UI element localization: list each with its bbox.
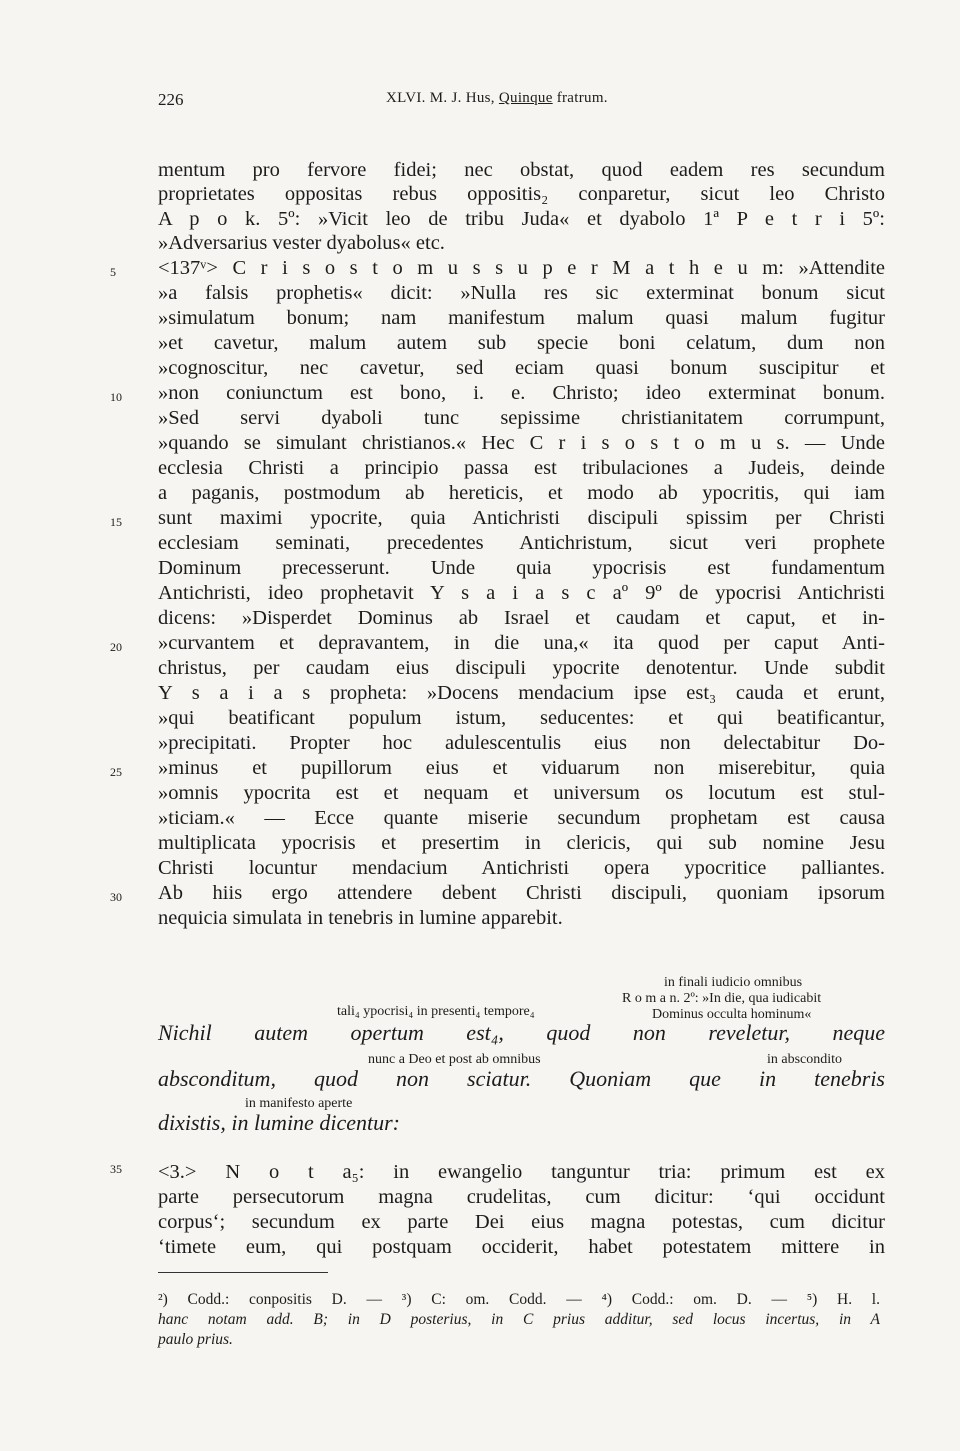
commentary-line: parte persecutorum magna crudelitas, cum dicitur: ‘qui occidunt <box>158 1186 885 1208</box>
line-number: 5 <box>110 265 116 279</box>
body-line: dicens: »Disperdet Dominus ab Israel et caudam et caput, et in- <box>158 607 885 629</box>
body-line: Christi locuntur mendacium Antichristi opera ypocritice palliantes. <box>158 857 885 879</box>
lemma-line: absconditum, quod non sciatur. Quoniam que in tenebris <box>158 1066 885 1091</box>
body-line: A p o k. 5º: »Vicit leo de tribu Juda« et dyabolo 1ª P e t r i 5º: <box>158 208 885 230</box>
body-line: »et cavetur, malum autem sub specie boni celatum, dum non <box>158 332 885 354</box>
body-line: »cognoscitur, nec cavetur, sed eciam quasi bonum suscipitur et <box>158 357 885 379</box>
gloss: tali₄ ypocrisi₄ in presenti₄ tempore₄ <box>337 1004 535 1019</box>
gloss: nunc a Deo et post ab omnibus <box>368 1052 541 1067</box>
footnote-line: paulo prius. <box>158 1331 233 1348</box>
running-title <box>386 90 608 107</box>
body-line: »quando se simulant christianos.« Hec C r i s o s t o m u s. — Unde <box>158 432 885 454</box>
running-title-prefix: XLVI. M. J. Hus, <box>386 90 499 106</box>
footnote-line: ²) Codd.: conpositis D. — ³) C: om. Codd. — ⁴) Codd.: om. D. — ⁵) H. l. <box>158 1291 880 1308</box>
body-line: christus, per caudam eius discipuli ypocrite denotentur. Unde subdit <box>158 657 885 679</box>
body-line: Dominum precesserunt. Unde quia ypocrisis est fundamentum <box>158 557 885 579</box>
line-number: 35 <box>110 1162 122 1176</box>
body-line: »Adversarius vester dyabolus« etc. <box>158 232 445 254</box>
body-line: Y s a i a s propheta: »Docens mendacium ipse est₃ cauda et erunt, <box>158 682 885 704</box>
gloss: R o m a n. 2º: »In die, qua iudicabit <box>622 991 822 1006</box>
line-number: 20 <box>110 640 122 654</box>
gloss: in finali iudicio omnibus <box>664 975 803 990</box>
body-line: »ticiam.« — Ecce quante miserie secundum prophetam est causa <box>158 807 885 829</box>
running-header <box>158 90 882 114</box>
footnote-line: hanc notam add. B; in D posterius, in C prius additur, sed locus incertus, in A <box>158 1311 880 1328</box>
body-line: »precipitati. Propter hoc adulescentulis eius non delectabitur Do- <box>158 732 885 754</box>
body-line: sunt maximi ypocrite, quia Antichristi discipuli spissim per Christi <box>158 507 885 529</box>
commentary-line: ‘timete eum, qui postquam occiderit, habet potestatem mittere in <box>158 1236 885 1258</box>
body-line: »curvantem et depravantem, in die una,« ita quod per caput Anti- <box>158 632 885 654</box>
line-number: 10 <box>110 390 122 404</box>
body-line: »simulatum bonum; nam manifestum malum quasi malum fugitur <box>158 307 885 329</box>
body-line: a paganis, postmodum ab hereticis, et modo ab ypocritis, qui iam <box>158 482 885 504</box>
line-number: 15 <box>110 515 122 529</box>
body-line: »qui beatificant populum istum, seducentes: et qui beatificantur, <box>158 707 885 729</box>
lemma-line: Nichil autem opertum est₄, quod non reveletur, neque <box>158 1020 885 1045</box>
body-line: multiplicata ypocrisis et presertim in clericis, qui sub nomine Jesu <box>158 832 885 854</box>
body-line: Antichristi, ideo prophetavit Y s a i a s c aº 9º de ypocrisi Antichristi <box>158 582 885 604</box>
lemma-line: dixistis, in lumine dicentur: <box>158 1110 400 1135</box>
footnote-rule <box>158 1272 328 1273</box>
body-line: nequicia simulata in tenebris in lumine apparebit. <box>158 907 563 929</box>
body-line: Ab hiis ergo attendere debent Christi discipuli, quoniam ipsorum <box>158 882 885 904</box>
line-number: 25 <box>110 765 122 779</box>
running-title-underlined: Quinque <box>498 90 553 106</box>
body-line: »Sed servi dyaboli tunc sepissime christianitatem corrumpunt, <box>158 407 885 429</box>
gloss: in manifesto aperte <box>245 1096 353 1111</box>
body-line: »minus et pupillorum eius et viduarum non miserebitur, quia <box>158 757 885 779</box>
body-line: »omnis ypocrita est et nequam et universum os locutum est stul- <box>158 782 885 804</box>
body-line: proprietates oppositas rebus oppositis₂ conparetur, sicut leo Christo <box>158 183 885 205</box>
body-line: <137ᵛ> C r i s o s t o m u s s u p e r M a t h e u m: »Attendite <box>158 257 885 279</box>
running-title-suffix: fratrum. <box>552 90 608 106</box>
line-number: 30 <box>110 890 122 904</box>
gloss: in abscondito <box>767 1052 843 1067</box>
commentary-line: corpus‘; secundum ex parte Dei eius magna potestas, cum dicitur <box>158 1211 885 1233</box>
commentary-line: <3.> N o t a₅: in ewangelio tanguntur tria: primum est ex <box>158 1161 885 1183</box>
body-line: mentum pro fervore fidei; nec obstat, quod eadem res secundum <box>158 159 885 181</box>
page-number: 226 <box>158 90 184 109</box>
gloss: Dominus occulta hominum« <box>652 1007 812 1022</box>
body-line: ecclesia Christi a principio passa est tribulaciones a Judeis, deinde <box>158 457 885 479</box>
body-line: »a falsis prophetis« dicit: »Nulla res sic exterminat bonum sicut <box>158 282 885 304</box>
body-line: »non coniunctum est bono, i. e. Christo; ideo exterminat bonum. <box>158 382 885 404</box>
body-line: ecclesiam seminati, precedentes Antichristum, sicut veri prophete <box>158 532 885 554</box>
